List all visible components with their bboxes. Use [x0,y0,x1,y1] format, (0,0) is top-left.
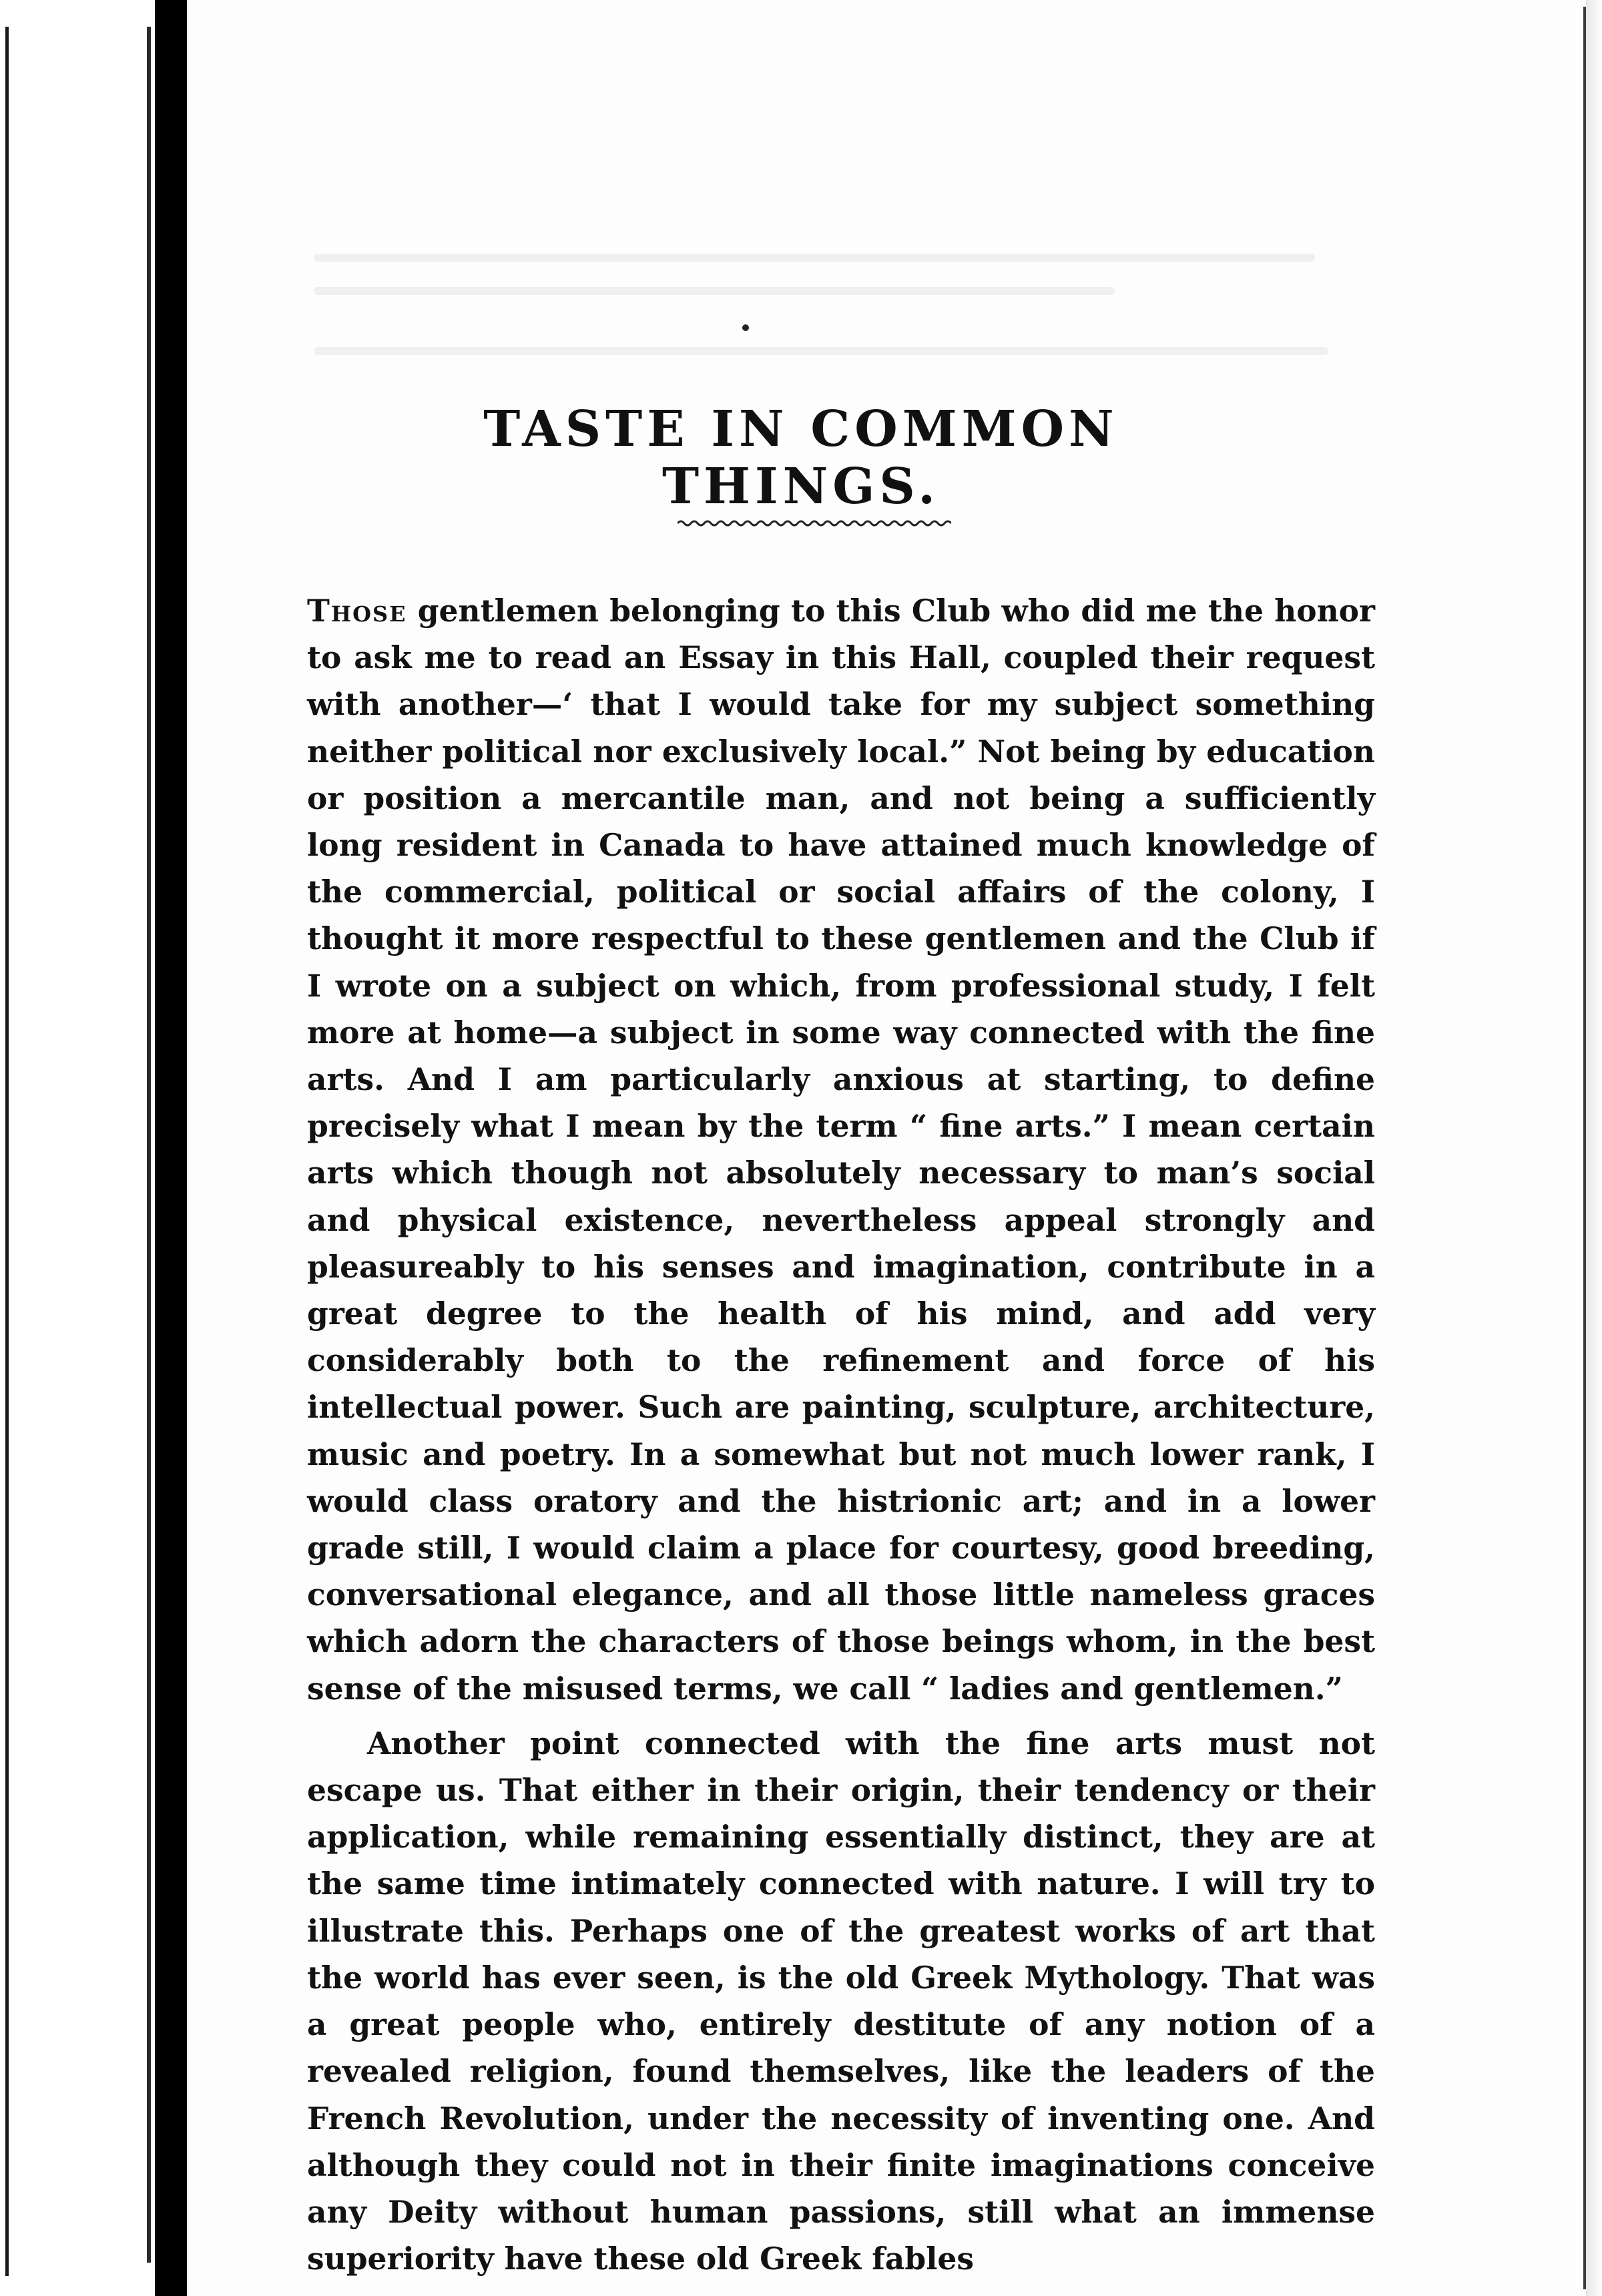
show-through-mark [314,254,1315,262]
adjacent-page-edge [0,0,152,2296]
show-through-mark [314,287,1115,295]
ink-speck [742,324,749,331]
show-through-mark [314,347,1328,355]
page-border-line [5,27,9,2276]
paragraph-text: Another point connected with the fine arts must not escape us. That either in their origin, their tendency or their application, while remaining essentially distinct, they are at the same time intimately connected with nature. I will try to illustrate this. Perhaps one of the greatest works of art that the world has ever seen, is the old Greek Mythology. That was a great people who, entirely destitute of any notion of a revealed religion, found themselves, like the leaders of the French Revolution, under the necessity of inventing one. And although they could not in their finite imaginations conceive any Deity without human passions, still what an immense superiority have these old Greek fables [307,1725,1375,2277]
book-gutter [155,0,187,2296]
page-edge-shadow [1586,0,1602,2296]
page-title: TASTE IN COMMON THINGS. [483,400,1119,515]
essay-body [307,587,1375,2282]
title-ornament-rule [678,518,951,529]
paragraph-text: gentlemen belonging to this Club who did me the honor to ask me to read an Essay in this Hall, coupled their request with another—‘ that I would take for my subject something neither political nor exclusively local.” Not being by education or position a mercantile man, and not being a sufficiently long resident in Canada to have attained much knowledge of the commercial, political or social affairs of the colony, I thought it more respectful to these gentlemen and the Club if I wrote on a subject on which, from professional study, I felt more at home—a subject in some way connected with the fine arts. And I am particularly anxious at starting, to define precisely what I mean by the term “ fine arts.” I mean certain arts which though not absolutely necessary to man’s social and physical existence, nevertheless appeal strongly and pleasureably to his senses and imagination, contribute in a great degree to the health of his mind, and add very considerably both to the refinement and force of his intellectual power. Such are painting, sculpture, architecture, music and poetry. In a somewhat but not much lower rank, I would class oratory and the histrionic art; and in a lower grade still, I would claim a place for courtesy, good breeding, conversational elegance, and all those little nameless graces which adorn the characters of those beings whom, in the best sense of the misused terms, we call “ ladies and gentlemen.” [307,593,1375,1707]
paragraph [307,587,1375,1712]
paragraph [307,1720,1375,2282]
paragraph-lead-word: Those [307,593,407,629]
page-border-line [1583,7,1586,2289]
page-border-line [147,27,151,2263]
